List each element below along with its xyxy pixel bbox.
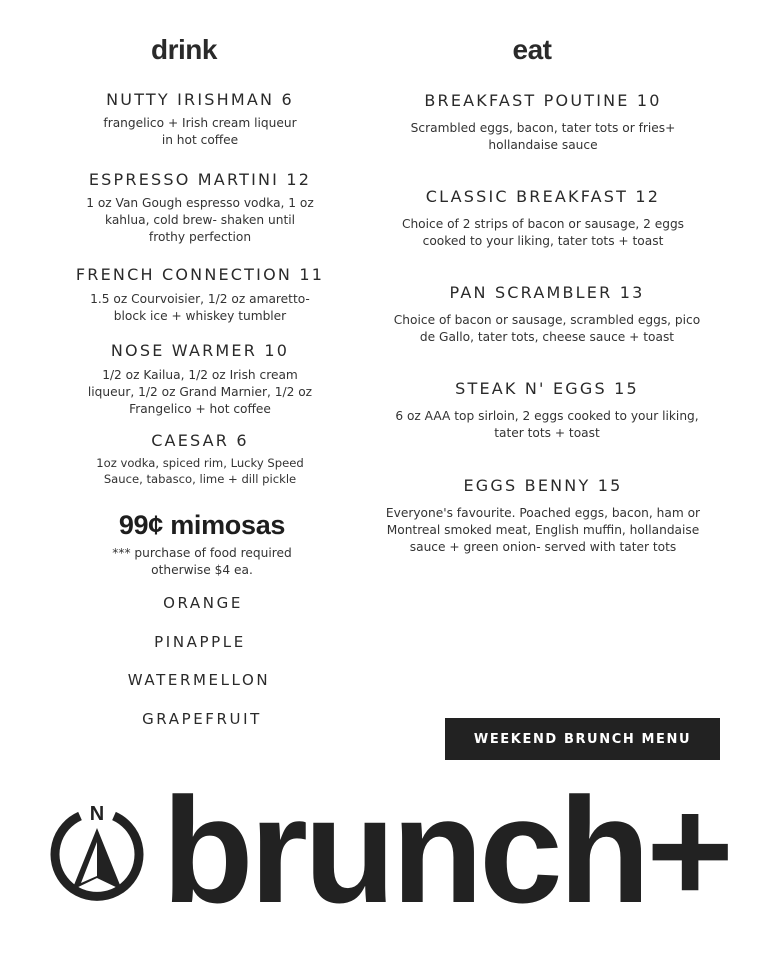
- compass-arrow-icon: [50, 798, 144, 902]
- eat-item-desc: Scrambled eggs, bacon, tater tots or fries+ hollandaise sauce: [410, 121, 676, 152]
- weekend-brunch-badge: WEEKEND BRUNCH MENU: [445, 718, 720, 760]
- drink-item: [34, 170, 366, 246]
- drink-item-desc: 1 oz Van Gough espresso vodka, 1 oz kahlua, cold brew- shaken until frothy perfection: [86, 196, 314, 244]
- drink-item: [34, 341, 366, 418]
- drink-item-title: CAESAR 6: [151, 431, 249, 450]
- eat-item-title: PAN SCRAMBLER 13: [449, 283, 645, 302]
- mimosas-note: *** purchase of food required otherwise $4 ea.: [112, 546, 292, 577]
- brand-wordmark: brunch+: [162, 766, 730, 934]
- drink-item: [34, 431, 366, 487]
- eat-item-desc: 6 oz AAA top sirloin, 2 eggs cooked to your liking, tater tots + toast: [395, 409, 699, 440]
- eat-item: [362, 476, 724, 556]
- mimosa-flavor: ORANGE: [163, 594, 243, 612]
- drink-item-desc: 1/2 oz Kailua, 1/2 oz Irish cream liqueur, 1/2 oz Grand Marnier, 1/2 oz Frangelico + hot coffee: [87, 368, 313, 416]
- mimosas-section: [52, 510, 352, 579]
- mimosa-flavor: PINAPPLE: [154, 633, 246, 651]
- eat-item-desc: Everyone's favourite. Poached eggs, bacon, ham or Montreal smoked meat, English muffin, hollandaise sauce + green onion- served with tater tots: [385, 506, 701, 554]
- mimosas-title: 99¢ mimosas: [118, 510, 286, 540]
- mimosa-flavor: GRAPEFRUIT: [142, 710, 262, 728]
- drink-item-title: NUTTY IRISHMAN 6: [106, 90, 294, 109]
- eat-item-desc: Choice of 2 strips of bacon or sausage, 2 eggs cooked to your liking, tater tots + toast: [401, 217, 685, 248]
- eat-item: [362, 91, 724, 154]
- drink-item: [34, 265, 366, 325]
- drink-item-title: NOSE WARMER 10: [110, 341, 290, 360]
- eat-item-title: CLASSIC BREAKFAST 12: [425, 187, 661, 206]
- eat-item-title: BREAKFAST POUTINE 10: [424, 91, 662, 110]
- eat-item-desc: Choice of bacon or sausage, scrambled eggs, pico de Gallo, tater tots, cheese sauce + toast: [393, 313, 701, 344]
- eat-item-title: EGGS BENNY 15: [463, 476, 623, 495]
- drink-item: [44, 90, 356, 149]
- eat-item: [362, 379, 732, 442]
- drink-item-title: FRENCH CONNECTION 11: [75, 265, 325, 284]
- logo-letter: N: [89, 803, 105, 825]
- eat-item-title: STEAK N' EGGS 15: [455, 379, 639, 398]
- drink-item-title: ESPRESSO MARTINI 12: [88, 170, 312, 189]
- mimosa-flavor: WATERMELLON: [127, 671, 271, 689]
- eat-item: [362, 283, 732, 346]
- drink-item-desc: 1oz vodka, spiced rim, Lucky Speed Sauce, tabasco, lime + dill pickle: [96, 456, 304, 486]
- drink-heading: drink: [151, 34, 217, 65]
- eat-item: [362, 187, 724, 250]
- drink-item-desc: frangelico + Irish cream liqueur in hot coffee: [103, 116, 297, 147]
- drink-item-desc: 1.5 oz Courvoisier, 1/2 oz amaretto- block ice + whiskey tumbler: [90, 292, 310, 323]
- eat-heading: eat: [512, 34, 552, 65]
